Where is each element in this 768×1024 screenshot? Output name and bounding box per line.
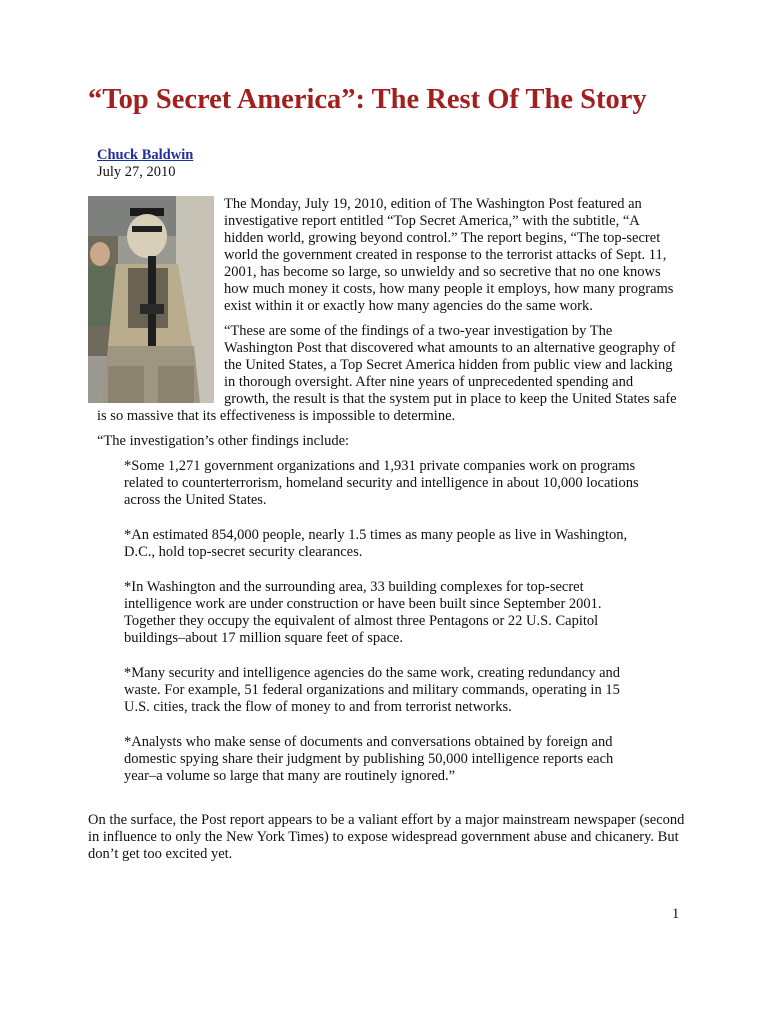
article-body bbox=[97, 196, 677, 803]
page-number: 1 bbox=[672, 906, 680, 922]
publish-date: July 27, 2010 bbox=[97, 164, 176, 180]
finding-item: *Analysts who make sense of documents and conversations obtained by foreign and domestic spying share their judgment by publishing 50,000 intelligence reports each year–a volume so large that many are routinely ignored.” bbox=[124, 734, 614, 784]
author-link[interactable]: Chuck Baldwin bbox=[97, 147, 194, 163]
paragraph: “The investigation’s other findings include: bbox=[97, 433, 350, 449]
finding-item: *Some 1,271 government organizations and 1,931 private companies work on programs related to counterterrorism, homeland security and intelligence in about 10,000 locations across the United States. bbox=[124, 458, 639, 508]
closing-paragraph: On the surface, the Post report appears to be a valiant effort by a major mainstream newspaper (second in influence to only the New York Times) to expose widespread government abuse and chicanery. But don’t get too excited yet. bbox=[88, 812, 685, 862]
article-title: “Top Secret America”: The Rest Of The Story bbox=[88, 84, 647, 115]
finding-item: *Many security and intelligence agencies do the same work, creating redundancy and waste. For example, 51 federal organizations and military commands, operating in 15 U.S. cities, track the flow of money to and from terrorist networks. bbox=[124, 665, 621, 715]
finding-item: *In Washington and the surrounding area, 33 building complexes for top-secret intelligence work are under construction or have been built since September 2001. Together they occupy the equivalent of almost three Pentagons or 22 U.S. Capitol buildings–about 17 million square feet of space. bbox=[124, 579, 602, 646]
paragraph: The Monday, July 19, 2010, edition of The Washington Post featured an investigative report entitled “Top Secret America,” with the subtitle, “A hidden world, growing beyond control.” The report begins, “The top-secret world the government created in response to the terrorist attacks of Sept. 11, 2001, has become so large, so unwieldy and so secretive that no one knows how much money it costs, how many people it employs, how many programs exist within it or exactly how many agencies do the same work. bbox=[224, 196, 674, 314]
findings-list bbox=[124, 458, 644, 785]
paragraph: “These are some of the findings of a two-year investigation by The Washington Post that discovered what amounts to an alternative geography of the United States, a Top Secret America hidden from public view and lacking in thorough oversight. After nine years of unprecedented spending and growth, the result is that the system put in place to keep the United States safe is so massive that its effectiveness is impossible to determine. bbox=[97, 323, 677, 424]
finding-item: *An estimated 854,000 people, nearly 1.5 times as many people as live in Washington, D.C., hold top-secret security clearances. bbox=[124, 527, 628, 560]
